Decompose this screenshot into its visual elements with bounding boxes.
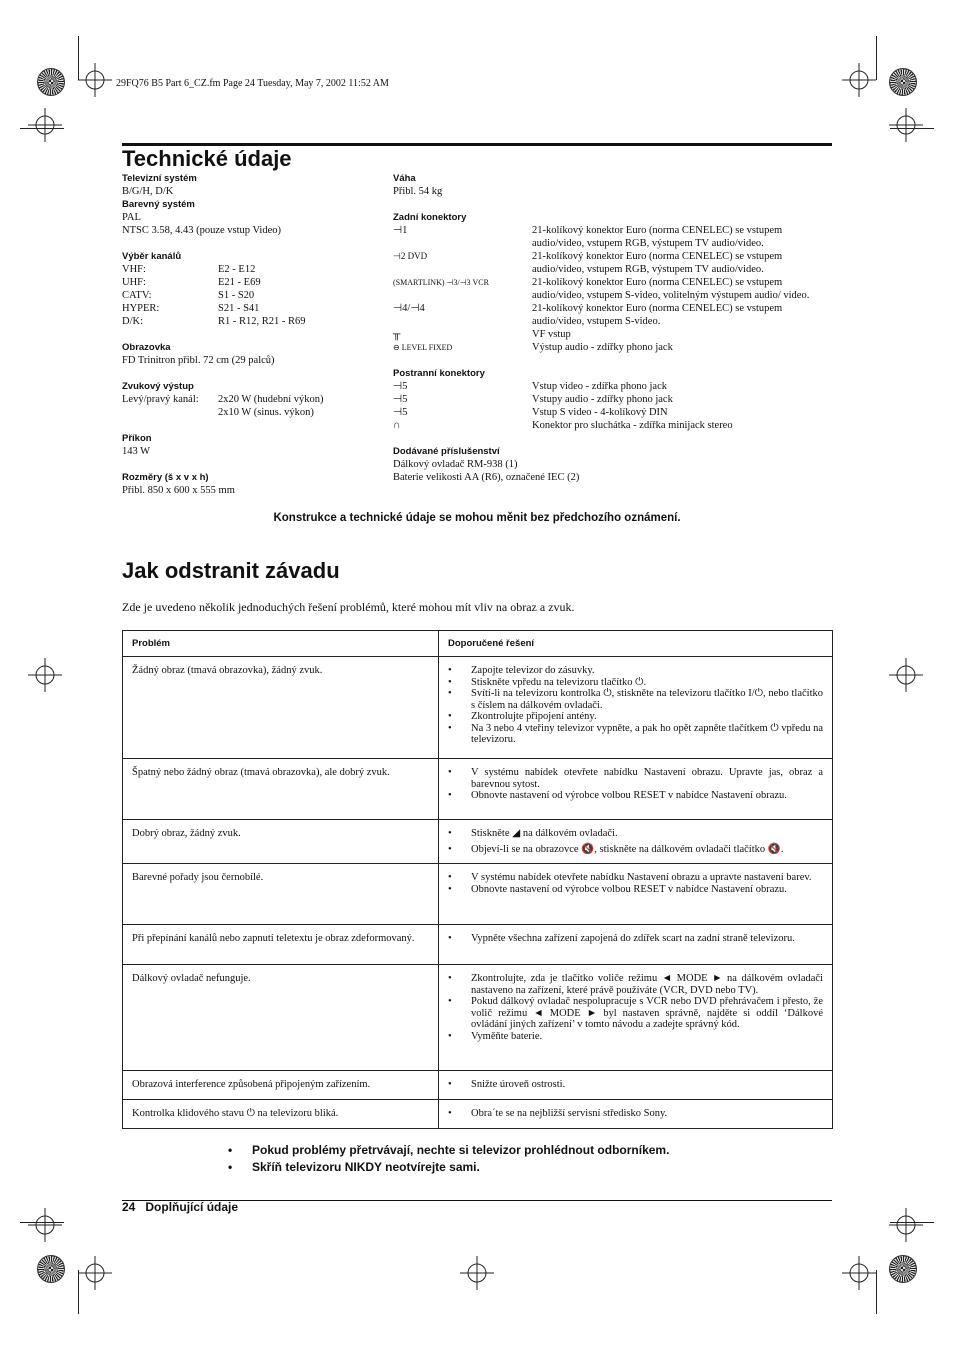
registration-rosette-icon — [889, 1255, 917, 1283]
registration-target-icon — [28, 1208, 62, 1242]
headphones-icon: ∩ — [393, 420, 401, 431]
solution-cell — [439, 820, 833, 864]
scart-icon: (SMARTLINK) ⊣3/⊣3 VCR — [393, 278, 489, 287]
color-system-heading: Barevný systém — [122, 199, 195, 210]
antenna-icon: ╥ — [393, 329, 401, 340]
tv-system-heading: Televizní systém — [122, 173, 197, 184]
problem-cell: Obrazová interference způsobená připojeným zařízením. — [123, 1071, 439, 1100]
problem-cell: Žádný obraz (tmavá obrazovka), žádný zvuk. — [123, 657, 439, 759]
channels-heading: Výběr kanálů — [122, 251, 182, 262]
connector-desc: 21-kolíkový konektor Euro (norma CENELEC) se vstupem audio/video, vstupem S-video, volitelným výstupem audio/ video. — [532, 277, 810, 301]
color-system-value: PAL — [122, 212, 141, 223]
accessories-heading: Dodávané příslušenství — [393, 446, 500, 457]
solution-step: • Zapojte televizor do zásuvky. — [471, 665, 823, 677]
registration-rosette-icon — [889, 68, 917, 96]
left-spec-column — [122, 172, 382, 497]
scart-icon: ⊣1 — [393, 225, 408, 236]
connector-row — [393, 341, 833, 354]
dimensions-value: Přibl. 850 x 600 x 555 mm — [122, 485, 235, 496]
connector-row — [393, 224, 833, 250]
solution-step: • Svítí-li na televizoru kontrolka ⏻, stiskněte na televizoru tlačítko I/⏻, nebo tlačítko s číslem na dálkovém ovladači. — [471, 688, 823, 711]
weight-heading: Váha — [393, 173, 416, 184]
solution-step: • V systému nabídek otevřete nabídku Nastavení obrazu. Upravte jas, obraz a barevnou sytost. — [471, 767, 823, 790]
right-spec-column — [393, 172, 833, 484]
channel-band: CATV: — [122, 290, 152, 301]
video-in-icon: ⊣5 — [393, 381, 408, 392]
table-row — [123, 657, 833, 759]
connector-desc: Vstupy audio - zdířky phono jack — [532, 394, 673, 405]
solution-cell — [439, 759, 833, 820]
file-header-meta: 29FQ76 B5 Part 6_CZ.fm Page 24 Tuesday, May 7, 2002 11:52 AM — [116, 78, 389, 89]
connector-row — [393, 419, 833, 432]
table-row — [123, 1071, 833, 1100]
solution-step: • Na 3 nebo 4 vteřiny televizor vypněte, a pak ho opět zapněte tlačítkem ⏻ vpředu na televizoru. — [471, 723, 823, 746]
warning-note: • Skříň televizoru NIKDY neotvírejte sami. — [228, 1159, 669, 1176]
connector-desc: 21-kolíkový konektor Euro (norma CENELEC) se vstupem audio/video, vstupem RGB, výstupem TV audio/video. — [532, 225, 783, 249]
problem-cell: Barevné pořady jsou černobílé. — [123, 864, 439, 925]
channel-range: S1 - S20 — [218, 290, 255, 301]
connector-row — [393, 380, 833, 393]
audio-out-icon: ⊖ LEVEL FIXED — [393, 343, 453, 352]
solution-step: • Snižte úroveň ostrosti. — [471, 1079, 823, 1091]
solution-step: • V systému nabídek otevřete nabídku Nastavení obrazu a upravte nastavení barev. — [471, 872, 823, 884]
side-connectors-heading: Postranní konektory — [393, 368, 485, 379]
problem-text: Při přepínání kanálů nebo zapnutí teletextu je obraz zdeformovaný. — [132, 933, 415, 944]
solution-step: • Stiskněte vpředu na televizoru tlačítko ⏻. — [471, 677, 823, 689]
problem-cell: Dobrý obraz, žádný zvuk. — [123, 820, 439, 864]
problem-cell: Špatný nebo žádný obraz (tmavá obrazovka), ale dobrý zvuk. — [123, 759, 439, 820]
table-row — [123, 1099, 833, 1128]
power-heading: Příkon — [122, 433, 152, 444]
channel-range: S21 - S41 — [218, 303, 260, 314]
scart-icon: ⊣2 DVD — [393, 251, 428, 261]
table-row — [123, 820, 833, 864]
spec-title: Technické údaje — [122, 146, 292, 171]
connector-row — [393, 276, 833, 302]
registration-target-icon — [460, 1256, 494, 1290]
connector-desc: 21-kolíkový konektor Euro (norma CENELEC) se vstupem audio/video, vstupem RGB, výstupem TV audio/video. — [532, 251, 783, 275]
channel-range: R1 - R12, R21 - R69 — [218, 316, 306, 327]
page-number: 24 — [122, 1200, 136, 1214]
registration-target-icon — [78, 1256, 112, 1290]
registration-target-icon — [78, 63, 112, 97]
page-footer — [122, 1200, 238, 1214]
accessory-item: Baterie velikosti AA (R6), označené IEC (2) — [393, 472, 580, 483]
color-system-value: NTSC 3.58, 4.43 (pouze vstup Video) — [122, 225, 281, 236]
solution-step: • Zkontrolujte připojení antény. — [471, 711, 823, 723]
connector-desc: VF vstup — [532, 329, 571, 340]
solution-cell — [439, 1071, 833, 1100]
solution-step: • Obnovte nastavení od výrobce volbou RESET v nabídce Nastavení obrazu. — [471, 884, 823, 896]
table-header-row — [123, 631, 833, 657]
connector-row — [393, 328, 833, 341]
troubleshooting-intro: Zde je uvedeno několik jednoduchých řešení problémů, které mohou mít vliv na obraz a zvuk. — [122, 600, 575, 614]
channel-band: UHF: — [122, 277, 146, 288]
solution-step: • Obnovte nastavení od výrobce volbou RESET v nabídce Nastavení obrazu. — [471, 790, 823, 802]
solution-step: • Stiskněte ◢ na dálkovém ovladači. — [471, 828, 823, 840]
table-row — [123, 759, 833, 820]
registration-target-icon — [889, 108, 923, 142]
channel-row — [122, 263, 382, 276]
table-row — [123, 925, 833, 965]
connector-desc: Výstup audio - zdířky phono jack — [532, 342, 673, 353]
section-name: Doplňující údaje — [145, 1200, 239, 1214]
registration-target-icon — [842, 1256, 876, 1290]
dimensions-heading: Rozměry (š x v x h) — [122, 472, 209, 483]
problem-cell: Kontrolka klidového stavu ⏻ na televizoru bliká. — [123, 1099, 439, 1128]
connector-row — [393, 393, 833, 406]
bottom-notes — [228, 1142, 669, 1176]
table-row — [123, 864, 833, 925]
audio-heading: Zvukový výstup — [122, 381, 194, 392]
connector-desc: 21-kolíkový konektor Euro (norma CENELEC) se vstupem audio/video, vstupem S-video. — [532, 303, 783, 327]
audio-in-icon: ⊣5 — [393, 394, 408, 405]
registration-rosette-icon — [37, 1255, 65, 1283]
channel-row — [122, 276, 382, 289]
troubleshooting-title: Jak odstranit závadu — [122, 558, 340, 583]
screen-value: FD Trinitron přibl. 72 cm (29 palců) — [122, 355, 275, 366]
solution-cell — [439, 965, 833, 1071]
channel-row — [122, 289, 382, 302]
warning-note: • Pokud problémy přetrvávají, nechte si televizor prohlédnout odborníkem. — [228, 1142, 669, 1159]
channel-row — [122, 302, 382, 315]
audio-value: 2x10 W (sinus. výkon) — [218, 407, 314, 418]
column-header-problem: Problém — [123, 631, 439, 657]
solution-step: • Objeví-li se na obrazovce 🔇, stiskněte na dálkovém ovladači tlačítko 🔇. — [471, 844, 823, 856]
audio-value: 2x20 W (hudební výkon) — [218, 394, 324, 405]
column-header-solution: Doporučené řešení — [439, 631, 833, 657]
scart-icon: ⊣4/⊣4 — [393, 303, 425, 314]
registration-rosette-icon — [37, 68, 65, 96]
solution-cell — [439, 1099, 833, 1128]
registration-target-icon — [28, 108, 62, 142]
problem-cell: Dálkový ovladač nefunguje. — [123, 965, 439, 1071]
connector-desc: Konektor pro sluchátka - zdířka minijack stereo — [532, 420, 733, 431]
spec-notice: Konstrukce a technické údaje se mohou měnit bez předchozího oznámení. — [273, 512, 681, 524]
connector-row — [393, 250, 833, 276]
crop-mark — [876, 36, 877, 80]
registration-target-icon — [28, 658, 62, 692]
channel-band: VHF: — [122, 264, 146, 275]
channel-band: HYPER: — [122, 303, 160, 314]
troubleshooting-table — [122, 630, 833, 1129]
channel-range: E2 - E12 — [218, 264, 256, 275]
audio-label: Levý/pravý kanál: — [122, 394, 199, 405]
solution-step: • Vyměňte baterie. — [471, 1031, 823, 1043]
channel-band: D/K: — [122, 316, 143, 327]
channel-row — [122, 315, 382, 328]
problem-cell — [123, 925, 439, 965]
solution-step: • Pokud dálkový ovladač nespolupracuje s VCR nebo DVD přehrávačem i přesto, že volič režimu ◄ MODE ► byl nastaven správně, najděte si oddíl ‘Dálkové ovládání jiných zařízení’ v tomto návodu a zadejte správný kód. — [471, 996, 823, 1031]
solution-cell — [439, 864, 833, 925]
crop-mark — [876, 1270, 877, 1314]
connector-row — [393, 406, 833, 419]
screen-heading: Obrazovka — [122, 342, 171, 353]
channel-range: E21 - E69 — [218, 277, 261, 288]
solution-cell — [439, 925, 833, 965]
registration-target-icon — [889, 1208, 923, 1242]
registration-target-icon — [889, 658, 923, 692]
solution-cell — [439, 657, 833, 759]
table-row — [123, 965, 833, 1071]
registration-target-icon — [842, 63, 876, 97]
connector-desc: Vstup video - zdířka phono jack — [532, 381, 668, 392]
s-video-icon: ⊣5 — [393, 407, 408, 418]
accessory-item: Dálkový ovladač RM-938 (1) — [393, 459, 518, 470]
solution-step: • Vypněte všechna zařízení zapojená do zdířek scart na zadní straně televizoru. — [471, 933, 823, 945]
solution-step: • Obra´te se na nejbližší servisní středisko Sony. — [471, 1108, 823, 1120]
power-value: 143 W — [122, 446, 151, 457]
rear-connectors-heading: Zadní konektory — [393, 212, 467, 223]
solution-step: • Zkontrolujte, zda je tlačítko voliče režimu ◄ MODE ► na dálkovém ovladači nastaveno na zařízení, které právě používáte (VCR, DVD nebo TV). — [471, 973, 823, 996]
connector-desc: Vstup S video - 4-kolíkový DIN — [532, 407, 668, 418]
connector-row — [393, 302, 833, 328]
tv-system-value: B/G/H, D/K — [122, 186, 174, 197]
weight-value: Přibl. 54 kg — [393, 186, 443, 197]
